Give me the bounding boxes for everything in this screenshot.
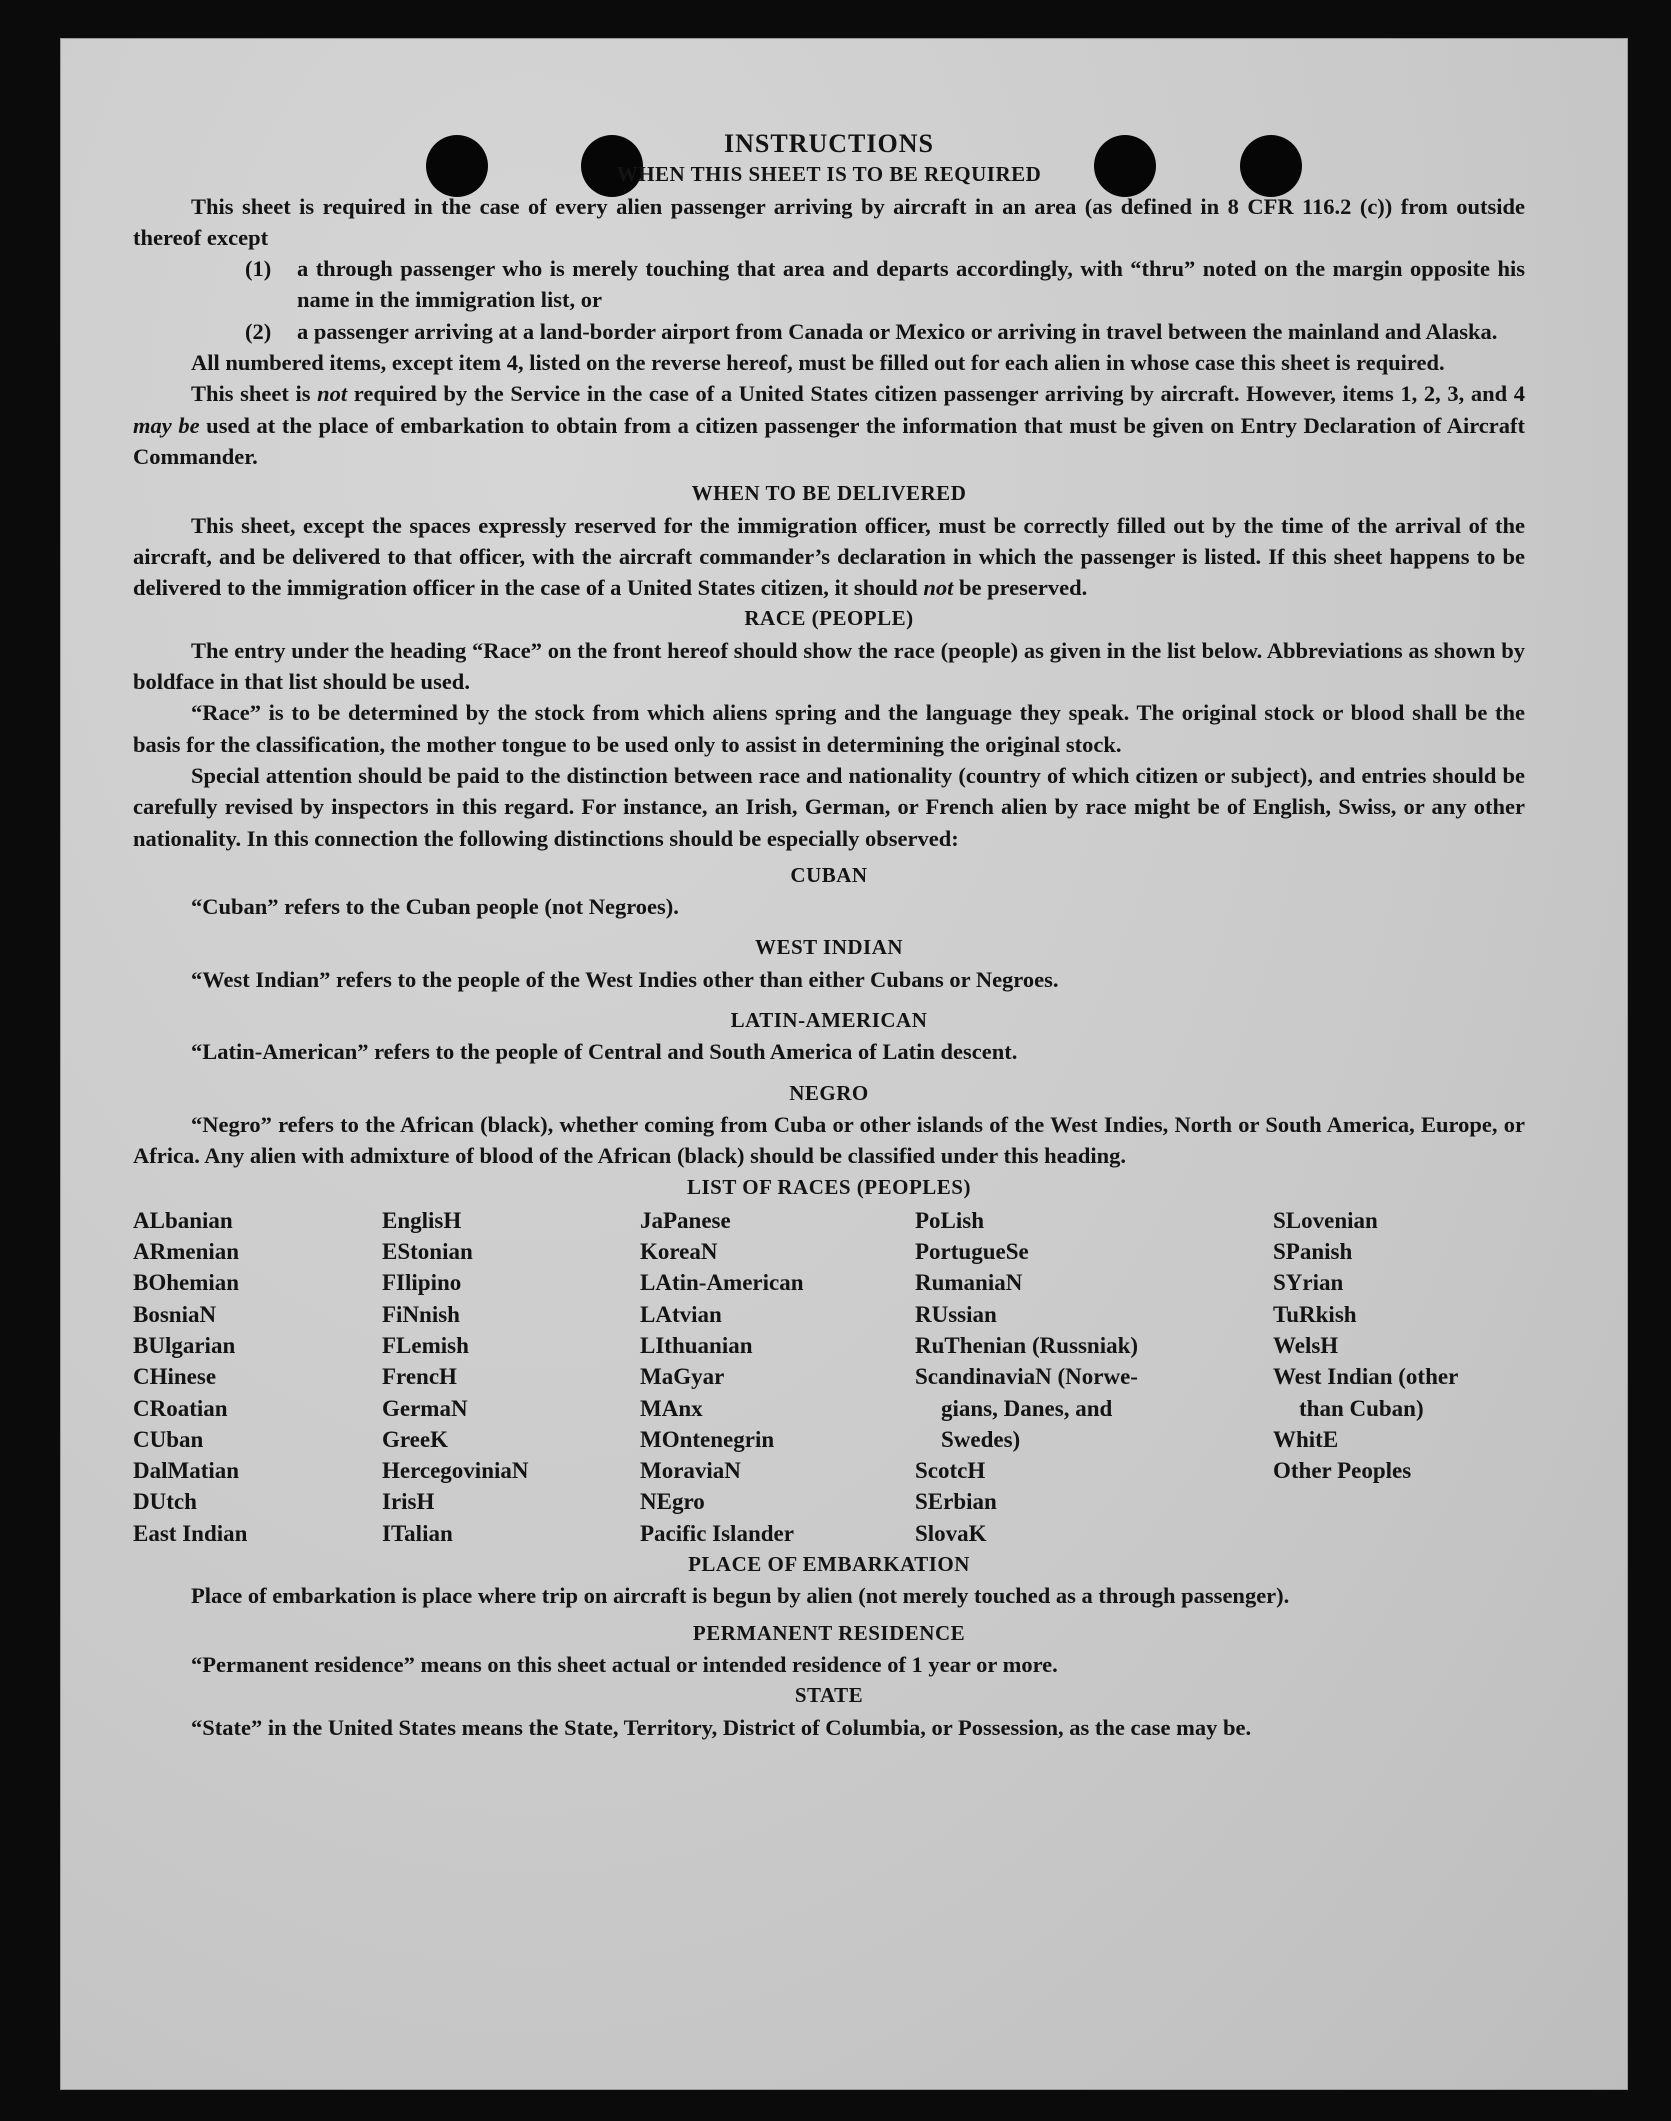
exception-item-2 [133, 316, 1525, 347]
race-entry: MaGyar [640, 1364, 725, 1390]
race-entry: SlovaK [915, 1520, 987, 1546]
cuban-heading: CUBAN [790, 862, 868, 887]
race-entry: East Indian [133, 1520, 248, 1546]
race-entry: PortugueSe [915, 1239, 1029, 1265]
delivered-paragraph: This sheet, except the spaces expressly reserved for the immigration officer, must be correctly filled out by the time of the arrival of the aircraft, and be delivered to that officer, with the aircraft commander’s declaration in which the passenger is listed. If this sheet happens to be delivered to the immigration officer in the case of a United States citizen, it should not be preserved. [133, 512, 1525, 601]
races-column-5 [1273, 1205, 1525, 1549]
race-entry: CRoatian [133, 1395, 228, 1421]
race-entry: BUlgarian [133, 1332, 236, 1358]
race-entry: SYrian [1273, 1270, 1344, 1296]
race-entry: ScotcH [915, 1458, 986, 1484]
race-entry: SPanish [1273, 1239, 1353, 1265]
cuban-definition: “Cuban” refers to the Cuban people (not Negroes). [191, 894, 679, 920]
race-entry: SLovenian [1273, 1207, 1378, 1233]
race-entry: IrisH [382, 1489, 435, 1515]
race-entry: than Cuban) [1299, 1395, 1424, 1421]
race-paragraph-3: Special attention should be paid to the distinction between race and nationality (country of which citizen or subject), and entries should be carefully revised by inspectors in this regard. For instance, an Irish, German, or French alien by race might be of English, Swiss, or any other nationality. In this connection the following distinctions should be especially observed: [133, 762, 1525, 851]
west-indian-heading: WEST INDIAN [754, 935, 904, 960]
title-heading: INSTRUCTIONS [724, 129, 934, 158]
race-entry: ScandinaviaN (Norwe- [915, 1364, 1138, 1390]
item-number: (1) [245, 256, 272, 282]
instructions-text [133, 128, 1525, 1743]
races-column-3 [640, 1205, 915, 1549]
race-entry: Pacific Islander [640, 1520, 794, 1546]
required-intro: This sheet is required in the case of every alien passenger arriving by aircraft in an area (as defined in 8 CFR 116.2 (c)) from outside thereof except [133, 193, 1525, 250]
race-entry: ITalian [382, 1520, 453, 1546]
race-entry: DalMatian [133, 1458, 240, 1484]
negro-definition: “Negro” refers to the African (black), whether coming from Cuba or other islands of the West Indies, North or South America, Europe, or Africa. Any alien with admixture of blood of the African (black) should be classified under this heading. [133, 1111, 1525, 1169]
race-entry: MoraviaN [640, 1458, 741, 1484]
race-entry: LAtin-American [640, 1270, 804, 1296]
race-entry: CUban [133, 1426, 204, 1452]
race-entry: PoLish [915, 1207, 985, 1233]
race-entry: GermaN [382, 1395, 468, 1421]
race-entry: FLemish [382, 1332, 469, 1358]
item-text: a passenger arriving at a land-border airport from Canada or Mexico or arriving in travel between the mainland and Alaska. [297, 318, 1498, 344]
race-entry: DUtch [133, 1489, 197, 1515]
race-entry: HercegoviniaN [382, 1458, 529, 1484]
when-required-heading: WHEN THIS SHEET IS TO BE REQUIRED [616, 162, 1042, 187]
race-entry: BosniaN [133, 1301, 217, 1327]
latin-american-definition: “Latin-American” refers to the people of Central and South America of Latin descent. [191, 1039, 1018, 1065]
item-number: (2) [245, 318, 272, 344]
race-entry: BOhemian [133, 1270, 240, 1296]
races-column-1 [133, 1205, 382, 1549]
race-entry: LIthuanian [640, 1332, 753, 1358]
race-entry: WelsH [1273, 1332, 1339, 1358]
latin-american-heading: LATIN-AMERICAN [730, 1008, 928, 1033]
race-entry: GreeK [382, 1426, 448, 1452]
races-column-2 [382, 1205, 640, 1549]
item-text: a through passenger who is merely touching that area and departs accordingly, with “thru” noted on the margin opposite his name in the immigration list, or [297, 256, 1525, 313]
race-entry: MAnx [640, 1395, 703, 1421]
place-of-embarkation-heading: PLACE OF EMBARKATION [688, 1552, 970, 1577]
race-entry: RuThenian (Russniak) [915, 1332, 1139, 1358]
race-paragraph-2: “Race” is to be determined by the stock from which aliens spring and the language they speak. The original stock or blood shall be the basis for the classification, the mother tongue to be used only to assist in determining the original stock. [133, 700, 1525, 757]
state-paragraph: “State” in the United States means the State, Territory, District of Columbia, or Possession, as the case may be. [191, 1714, 1252, 1740]
race-entry: MOntenegrin [640, 1426, 775, 1452]
west-indian-definition: “West Indian” refers to the people of the West Indies other than either Cubans or Negroes. [191, 966, 1059, 992]
residence-paragraph: “Permanent residence” means on this sheet actual or intended residence of 1 year or more. [191, 1651, 1058, 1677]
race-entry: NEgro [640, 1489, 705, 1515]
race-entry: RUssian [915, 1301, 997, 1327]
races-column-4 [915, 1205, 1273, 1549]
race-heading: RACE (PEOPLE) [744, 606, 914, 631]
race-entry: FrencH [382, 1364, 457, 1390]
race-paragraph-1: The entry under the heading “Race” on the front hereof should show the race (people) as given in the list below. Abbreviations as shown by boldface in that list should be used. [133, 637, 1525, 695]
negro-heading: NEGRO [789, 1080, 869, 1105]
race-entry: FiNnish [382, 1301, 460, 1327]
race-entry: TuRkish [1273, 1301, 1357, 1327]
race-entry: LAtvian [640, 1301, 722, 1327]
race-entry: SErbian [915, 1489, 997, 1515]
race-entry: FIlipino [382, 1270, 462, 1296]
race-entry: JaPanese [640, 1207, 731, 1233]
race-entry: WhitE [1273, 1426, 1339, 1452]
numbered-items-paragraph: All numbered items, except item 4, listed on the reverse hereof, must be filled out for each alien in whose case this sheet is required. [191, 350, 1445, 376]
exception-item-1 [133, 253, 1525, 316]
race-entry: gians, Danes, and [941, 1395, 1113, 1421]
list-of-races-heading: LIST OF RACES (PEOPLES) [687, 1174, 971, 1199]
race-entry: RumaniaN [915, 1270, 1023, 1296]
citizen-paragraph: This sheet is not required by the Service in the case of a United States citizen passenger arriving by aircraft. However, items 1, 2, 3, and 4 may be used at the place of embarkation to obtain from a citizen passenger the information that must be given on Entry Declaration of Aircraft Commander. [133, 381, 1525, 469]
when-delivered-heading: WHEN TO BE DELIVERED [691, 481, 967, 506]
races-list [133, 1205, 1525, 1549]
state-heading: STATE [794, 1683, 864, 1708]
race-entry: KoreaN [640, 1239, 718, 1265]
embarkation-paragraph: Place of embarkation is place where trip on aircraft is begun by alien (not merely touched as a through passenger). [191, 1583, 1290, 1609]
permanent-residence-heading: PERMANENT RESIDENCE [692, 1620, 966, 1645]
race-entry: ALbanian [133, 1207, 233, 1233]
race-entry: Other Peoples [1273, 1458, 1412, 1484]
race-entry: ARmenian [133, 1239, 240, 1265]
race-entry: EnglisH [382, 1207, 462, 1233]
race-entry: CHinese [133, 1364, 217, 1390]
race-entry: Swedes) [941, 1426, 1021, 1452]
race-entry: EStonian [382, 1239, 473, 1265]
race-entry: West Indian (other [1273, 1364, 1459, 1390]
